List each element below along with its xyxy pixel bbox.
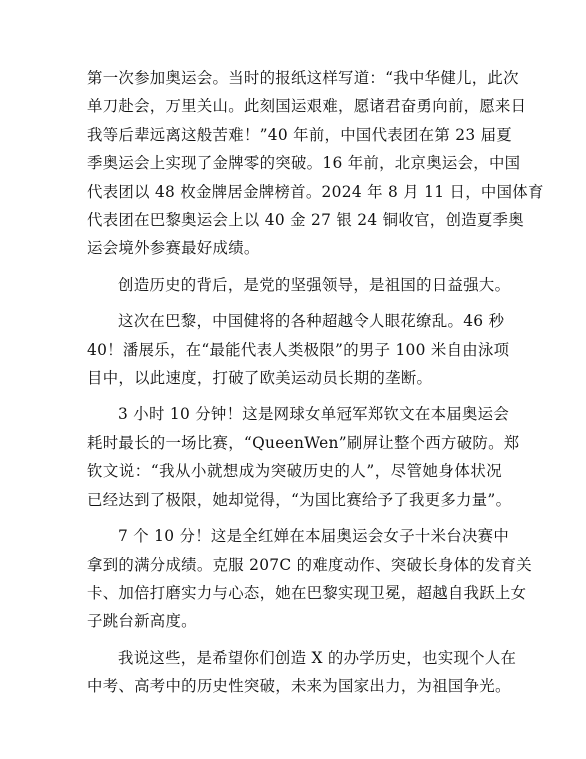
text-line: 创造历史的背后，是党的坚强领导，是祖国的日益强大。 (118, 275, 511, 294)
text-line: 我等后辈远离这般苦难！”40 年前，中国代表团在第 23 届夏 (87, 125, 512, 144)
text-line: 季奥运会上实现了金牌零的突破。16 年前，北京奥运会，中国 (87, 154, 521, 173)
text-line: 代表团以 48 枚金牌居金牌榜首。2024 年 8 月 11 日，中国体育 (87, 182, 544, 201)
text-line: 拿到的满分成绩。克服 207C 的难度动作、突破长身体的发育关 (87, 555, 533, 574)
text-line: 40！潘展乐，在“最能代表人类极限”的男子 100 米自由泳项 (87, 340, 510, 359)
text-line: 中考、高考中的历史性突破，未来为国家出力，为祖国争光。 (87, 677, 511, 696)
paragraph-party-leadership (87, 271, 511, 299)
text-line: 运会境外参赛最好成绩。 (87, 239, 260, 258)
text-line: 钦文说：“我从小就想成为突破历史的人”，尽管她身体状况 (87, 462, 502, 481)
text-line: 7 个 10 分！这是全红婵在本届奥运会女子十米台决赛中 (118, 527, 510, 546)
paragraph-closing-wish (87, 644, 517, 701)
text-line: 耗时最长的一场比赛，“QueenWen”刷屏让整个西方破防。郑 (87, 433, 520, 452)
paragraph-olympic-history (87, 64, 544, 263)
text-line: 代表团在巴黎奥运会上以 40 金 27 银 24 铜收官，创造夏季奥 (87, 211, 524, 230)
text-line: 子跳台新高度。 (87, 612, 197, 631)
text-line: 3 小时 10 分钟！这是网球女单冠军郑钦文在本届奥运会 (118, 405, 510, 424)
paragraph-quan-hongchan (87, 522, 533, 636)
text-line: 单刀赴会，万里关山。此刻国运艰难，愿诸君奋勇向前，愿来日 (87, 97, 527, 116)
text-line: 已经达到了极限，她却觉得，“为国比赛给予了我更多力量”。 (87, 490, 512, 509)
document-page (87, 64, 544, 701)
text-line: 第一次参加奥运会。当时的报纸这样写道：“我中华健儿，此次 (87, 69, 519, 87)
paragraph-zheng-qinwen (87, 400, 520, 514)
text-line: 卡、加倍打磨实力与心态，她在巴黎实现卫冕，超越自我跃上女 (87, 583, 527, 602)
text-line: 目中，以此速度，打破了欧美运动员长期的垄断。 (87, 369, 433, 388)
text-line: 我说这些，是希望你们创造 X 的办学历史，也实现个人在 (118, 648, 517, 667)
paragraph-pan-zhanle (87, 307, 510, 392)
text-line: 这次在巴黎，中国健将的各种超越令人眼花缭乱。46 秒 (118, 312, 505, 331)
